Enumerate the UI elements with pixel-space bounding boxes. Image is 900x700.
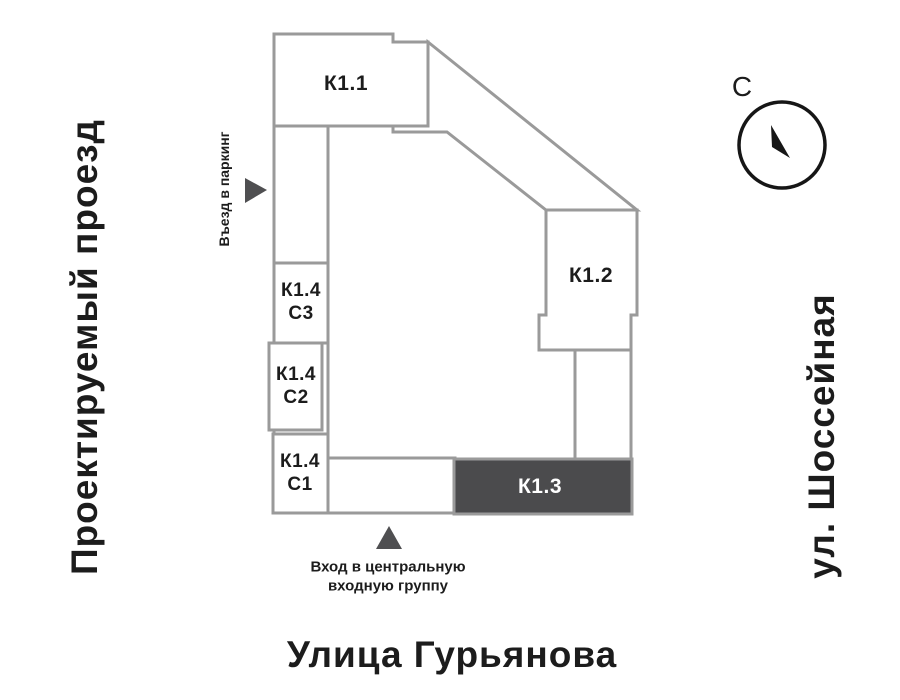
building-k13-label: К1.3: [517, 475, 563, 498]
building-k14c2-label: [276, 364, 316, 410]
building-k12-label: К1.2: [568, 264, 614, 287]
building-k14c2-label-line2: С2: [283, 387, 309, 408]
main-entrance-label-line2: входную группу: [327, 577, 449, 594]
building-k14c1-label-line1: К1.4: [279, 451, 321, 473]
parking-entry-arrow-icon: [245, 178, 267, 203]
parking-entry-label: Въезд в паркинг: [216, 131, 232, 247]
building-connector-shape[interactable]: [575, 350, 631, 459]
street-label-right: ул. Шоссейная: [801, 293, 842, 579]
street-label-bottom: Улица Гурьянова: [286, 634, 618, 675]
building-bottom-strip-shape[interactable]: [328, 458, 455, 513]
building-diagonal-wing-shape[interactable]: [393, 42, 637, 210]
compass-north-label: С: [731, 71, 753, 102]
building-k14c1-label: [280, 451, 320, 497]
building-k14c3-label: [281, 280, 321, 326]
building-k14c2-label-line1: К1.4: [275, 364, 317, 386]
compass-needle-icon: [771, 125, 790, 158]
building-k14c1-label-line2: С1: [287, 474, 313, 495]
street-label-left: Проектируемый проезд: [64, 118, 105, 576]
main-entrance-arrow-icon: [376, 526, 402, 549]
building-k11-label: К1.1: [323, 72, 369, 95]
main-entrance-label-line1: Вход в центральную: [310, 558, 466, 576]
building-k14c3-label-line2: С3: [288, 303, 314, 324]
building-k14c3-label-line1: К1.4: [280, 280, 322, 302]
main-entrance-label: [310, 558, 465, 596]
